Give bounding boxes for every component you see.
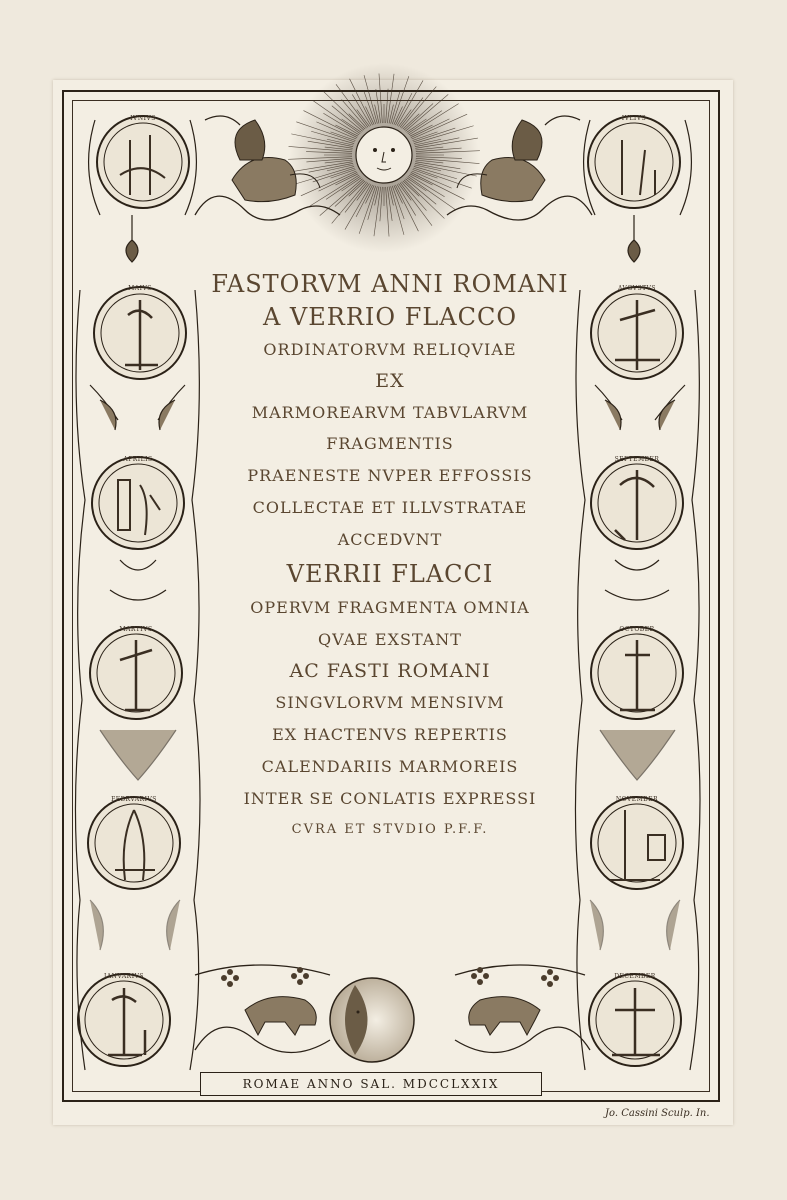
imprint-line: ROMAE ANNO SAL. MDCCLXXIX [200, 1072, 542, 1096]
medallion-october [591, 626, 683, 719]
medallion-ianuarius [78, 973, 170, 1066]
bottom-ornament [195, 965, 590, 1062]
svg-text:DECEMBER: DECEMBER [614, 973, 656, 980]
title-line-12: QVAE EXSTANT [318, 630, 462, 649]
title-line-4: EX [375, 370, 405, 392]
title-line-17: INTER SE CONLATIS EXPRESSI [243, 789, 537, 808]
left-column [75, 115, 200, 1070]
title-line-16: CALENDARIIS MARMOREIS [261, 757, 519, 776]
title-line-7: PRAENESTE NVPER EFFOSSIS [247, 466, 533, 485]
title-line-5: MARMOREARVM TABVLARVM [251, 403, 529, 422]
sun-emblem [288, 63, 480, 253]
medallion-maius [94, 285, 186, 379]
medallion-augustus [591, 285, 683, 379]
svg-text:MARTIVS: MARTIVS [119, 626, 153, 633]
title-line-18: CVRA ET STVDIO P.F.F. [291, 822, 489, 837]
title-line-15: EX HACTENVS REPERTIS [272, 725, 508, 744]
right-column [575, 115, 700, 1070]
title-line-3: ORDINATORVM RELIQVIAE [263, 340, 517, 359]
svg-text:AVGVSTVS: AVGVSTVS [617, 285, 657, 292]
medallion-september [591, 456, 683, 549]
title-line-11: OPERVM FRAGMENTA OMNIA [250, 598, 530, 617]
svg-text:SEPTEMBER: SEPTEMBER [614, 456, 660, 463]
medallion-aprilis [92, 456, 184, 549]
title-line-2: A VERRIO FLACCO [262, 303, 518, 331]
title-panel [195, 258, 585, 948]
medallion-november [591, 796, 683, 889]
medallion-iunius [97, 115, 189, 208]
svg-text:APRILIS: APRILIS [123, 456, 153, 463]
beast-left-icon [245, 997, 316, 1035]
title-line-6: FRAGMENTIS [326, 434, 454, 453]
svg-text:IANVARIVS: IANVARIVS [103, 973, 145, 980]
svg-text:IVNIVS: IVNIVS [130, 115, 156, 122]
title-line-1: FASTORVM ANNI ROMANI [211, 270, 569, 298]
svg-text:FEBRVARIVS: FEBRVARIVS [111, 796, 157, 803]
crescent-moon-icon [330, 978, 414, 1062]
svg-text:IVLIVS: IVLIVS [621, 115, 647, 122]
medallion-december [589, 973, 681, 1066]
title-line-14: SINGVLORVM MENSIVM [275, 693, 505, 712]
beast-right-icon [469, 997, 540, 1035]
title-line-13: AC FASTI ROMANI [289, 660, 491, 682]
svg-text:OCTOBER: OCTOBER [619, 626, 655, 633]
title-line-9: ACCEDVNT [337, 530, 443, 549]
medallion-martius [90, 626, 182, 719]
title-line-8: COLLECTAE ET ILLVSTRATAE [252, 498, 528, 517]
title-line-10: VERRII FLACCI [286, 560, 494, 588]
medallion-februarius [88, 796, 180, 889]
svg-text:MAIVS: MAIVS [128, 285, 152, 292]
medallion-iulius [588, 115, 680, 208]
svg-text:NOVEMBER: NOVEMBER [615, 796, 659, 803]
engraver-signature: Jo. Cassini Sculp. In. [605, 1108, 710, 1119]
